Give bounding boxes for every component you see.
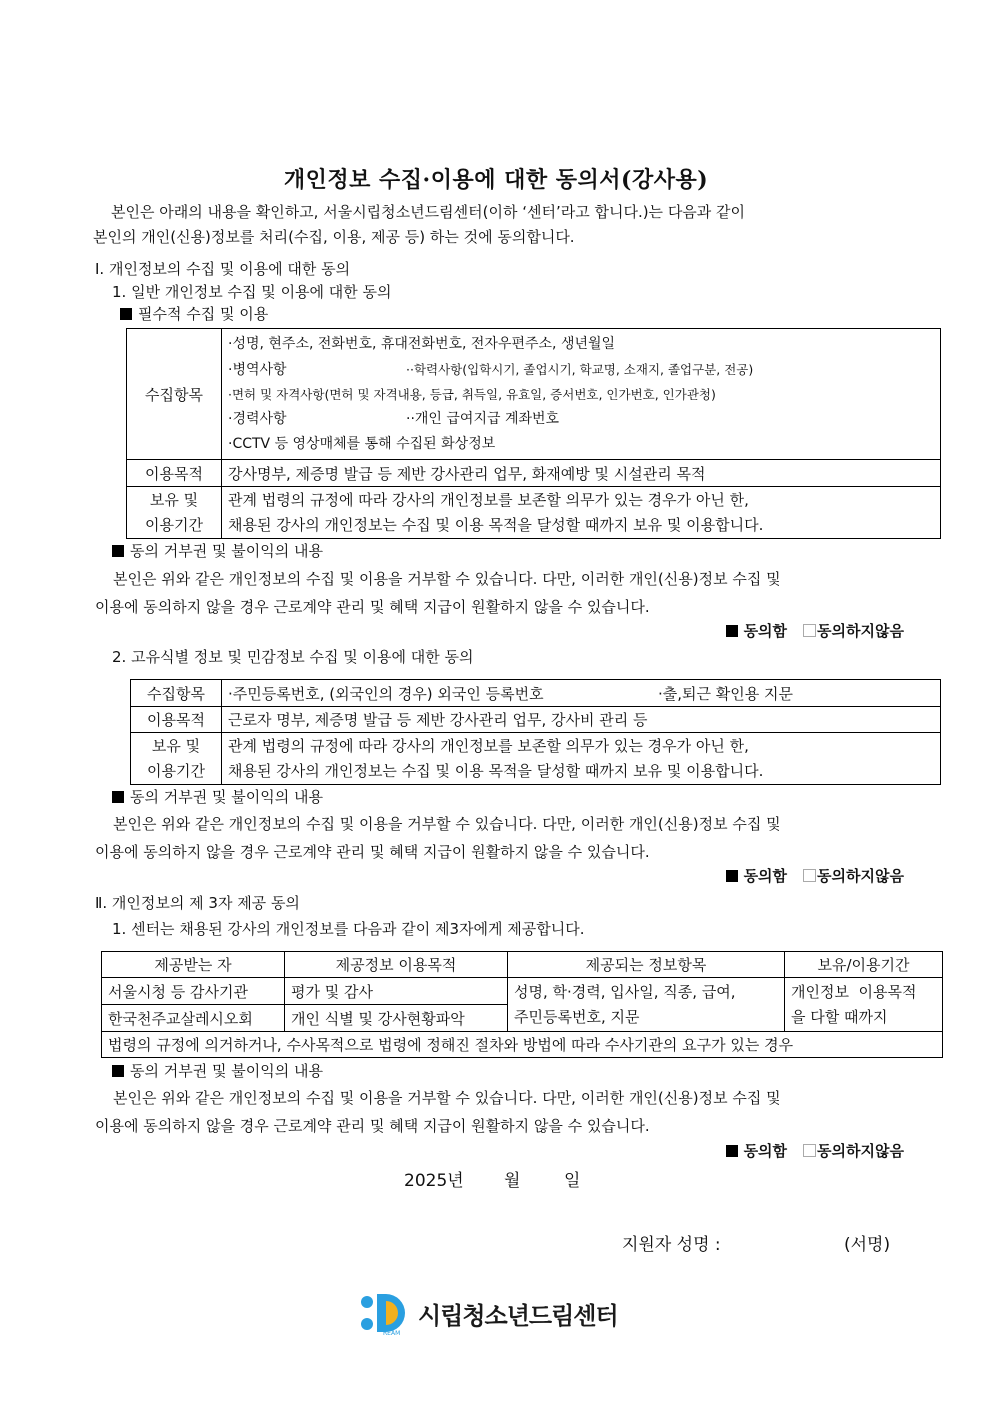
general-info-table (126, 328, 941, 539)
item-text: ·출,퇴근 확인용 지문 (658, 684, 793, 703)
refusal-line-1: 본인은 위와 같은 개인정보의 수집 및 이용을 거부할 수 있습니다. 다만, 이러한 개인(신용)정보 수집 및 (113, 1089, 781, 1107)
document-title: 개인정보 수집·이용에 대한 동의서(강사용) (283, 167, 709, 193)
refusal-line-1: 본인은 위와 같은 개인정보의 수집 및 이용을 거부할 수 있습니다. 다만, 이러한 개인(신용)정보 수집 및 (113, 570, 781, 588)
logo-text: 시립청소년드림센터 (418, 1302, 618, 1330)
refusal-text-2 (95, 810, 781, 866)
items-label: 수집항목 (131, 680, 222, 707)
header-period: 보유/이용기간 (785, 952, 943, 978)
consent-group-1 (726, 620, 904, 641)
table-row (102, 978, 943, 1005)
consent-group-3 (726, 1140, 904, 1161)
intro-line-2: 본인의 개인(신용)정보를 처리(수집, 이용, 제공 등) 하는 것에 동의합니다. (93, 228, 575, 246)
third-party-table (101, 951, 943, 1058)
retention-label-1: 보유 및 (149, 490, 199, 509)
legal-exception-cell: 법령의 규정에 의거하거나, 수사목적으로 법령에 정해진 절차와 방법에 따라 수사기관의 요구가 있는 경우 (102, 1032, 943, 1058)
date-line (404, 1166, 580, 1191)
retention-label-2: 이용기간 (145, 515, 203, 534)
item-text: ··개인 급여지급 계좌번호 (406, 410, 560, 427)
refusal-line-2: 이용에 동의하지 않을 경우 근로계약 관리 및 혜택 지급이 원활하지 않을 수 있습니다. (95, 843, 650, 861)
retention-line-2: 채용된 강사의 개인정보는 수집 및 이용 목적을 달성할 때까지 보유 및 이용합니다. (228, 761, 764, 780)
section-1-heading: Ⅰ. 개인정보의 수집 및 이용에 대한 동의 (95, 260, 351, 278)
refusal-text-1 (95, 565, 781, 621)
disagree-label[interactable]: 동의하지않음 (817, 867, 904, 885)
item-line: ·면허 및 자격사항(면허 및 자격내용, 등급, 취득일, 유효일, 증서번호, 인가번호, 인가관청) (228, 386, 716, 402)
agree-label[interactable]: 동의함 (743, 622, 788, 640)
retention-cell (222, 487, 941, 539)
items-cell (508, 978, 785, 1032)
dream-center-logo (360, 1292, 640, 1336)
disagree-checkbox[interactable] (803, 869, 816, 882)
intro-line-1: 본인은 아래의 내용을 확인하고, 서울시립청소년드림센터(이하 ‘센터’라고 합니다.)는 다음과 같이 (111, 203, 746, 221)
square-bullet-icon (112, 545, 124, 557)
period-line-1: 개인정보 이용목적 (791, 982, 917, 1001)
dream-logo-icon (360, 1292, 412, 1336)
item-text: ·주민등록번호, (외국인의 경우) 외국인 등록번호 (228, 684, 544, 703)
refusal-line-2: 이용에 동의하지 않을 경우 근로계약 관리 및 혜택 지급이 원활하지 않을 수 있습니다. (95, 1117, 650, 1135)
disagree-label[interactable]: 동의하지않음 (817, 622, 904, 640)
retention-label-1: 보유 및 (151, 736, 201, 755)
retention-label-2: 이용기간 (147, 761, 205, 780)
header-purpose: 제공정보 이용목적 (285, 952, 508, 978)
recipient-cell: 한국천주교살레시오회 (102, 1005, 285, 1032)
period-cell (785, 978, 943, 1032)
purpose-label: 이용목적 (127, 460, 222, 487)
section-2-1-heading: 1. 센터는 채용된 강사의 개인정보를 다음과 같이 제3자에게 제공합니다. (112, 920, 585, 938)
agree-checkbox[interactable] (726, 625, 738, 637)
square-bullet-icon (112, 791, 124, 803)
item-text: ··학력사항(입학시기, 졸업시기, 학교명, 소재지, 졸업구분, 전공) (406, 361, 754, 377)
item-line: ·성명, 현주소, 전화번호, 휴대전화번호, 전자우편주소, 생년월일 (228, 335, 616, 352)
purpose-cell: 개인 식별 및 강사현황파악 (285, 1005, 508, 1032)
agree-checkbox[interactable] (726, 1145, 738, 1157)
section-1-2-heading: 2. 고유식별 정보 및 민감정보 수집 및 이용에 대한 동의 (112, 648, 474, 666)
applicant-name-label: 지원자 성명 : (622, 1235, 721, 1255)
item-line (228, 357, 934, 382)
refusal-heading-label: 동의 거부권 및 불이익의 내용 (130, 542, 323, 560)
intro-paragraph (93, 200, 745, 250)
retention-line-1: 관계 법령의 규정에 따라 강사의 개인정보를 보존할 의무가 있는 경우가 아닌 한, (228, 736, 749, 755)
header-items: 제공되는 정보항목 (508, 952, 785, 978)
items-cell (222, 680, 941, 707)
refusal-heading-1 (112, 539, 323, 564)
retention-cell (222, 733, 941, 785)
signature-field[interactable]: (서명) (844, 1235, 891, 1255)
date-day[interactable]: 일 (564, 1171, 581, 1191)
svg-text:REAM: REAM (383, 1330, 401, 1336)
purpose-label: 이용목적 (131, 707, 222, 733)
item-line: ·CCTV 등 영상매체를 통해 수집된 화상정보 (228, 435, 496, 452)
retention-label (131, 733, 222, 785)
refusal-heading-label: 동의 거부권 및 불이익의 내용 (130, 788, 323, 806)
refusal-text-3 (95, 1084, 781, 1140)
purpose-cell: 강사명부, 제증명 발급 등 제반 강사관리 업무, 화재예방 및 시설관리 목적 (222, 460, 941, 487)
square-bullet-icon (120, 308, 132, 320)
item-text: ·경력사항 (228, 410, 287, 427)
refusal-heading-label: 동의 거부권 및 불이익의 내용 (130, 1062, 323, 1080)
date-month[interactable]: 월 (504, 1171, 521, 1191)
refusal-heading-3 (112, 1059, 323, 1084)
section-1-1-heading: 1. 일반 개인정보 수집 및 이용에 대한 동의 (112, 283, 392, 301)
disagree-checkbox[interactable] (803, 624, 816, 637)
refusal-line-2: 이용에 동의하지 않을 경우 근로계약 관리 및 혜택 지급이 원활하지 않을 수 있습니다. (95, 598, 650, 616)
item-line (228, 407, 934, 432)
section-2-heading: Ⅱ. 개인정보의 제 3자 제공 동의 (95, 894, 300, 912)
items-cell (222, 329, 941, 460)
agree-checkbox[interactable] (726, 870, 738, 882)
header-recipient: 제공받는 자 (102, 952, 285, 978)
unique-id-table (130, 679, 941, 785)
refusal-heading-2 (112, 785, 323, 810)
signature-line (622, 1230, 890, 1255)
refusal-line-1: 본인은 위와 같은 개인정보의 수집 및 이용을 거부할 수 있습니다. 다만, 이러한 개인(신용)정보 수집 및 (113, 815, 781, 833)
disagree-checkbox[interactable] (803, 1144, 816, 1157)
agree-label[interactable]: 동의함 (743, 867, 788, 885)
required-collection-bullet (120, 302, 268, 327)
bullet-label: 필수적 수집 및 이용 (138, 305, 269, 323)
recipient-cell: 서울시청 등 감사기관 (102, 978, 285, 1005)
item-text: ·병역사항 (228, 361, 287, 378)
date-year[interactable]: 2025년 (404, 1171, 464, 1191)
items-line-1: 성명, 학·경력, 입사일, 직종, 급여, (514, 982, 736, 1001)
purpose-cell: 근로자 명부, 제증명 발급 등 제반 강사관리 업무, 강사비 관리 등 (222, 707, 941, 733)
retention-line-1: 관계 법령의 규정에 따라 강사의 개인정보를 보존할 의무가 있는 경우가 아닌 한, (228, 490, 749, 509)
consent-group-2 (726, 865, 904, 886)
disagree-label[interactable]: 동의하지않음 (817, 1142, 904, 1160)
agree-label[interactable]: 동의함 (743, 1142, 788, 1160)
purpose-cell: 평가 및 감사 (285, 978, 508, 1005)
retention-label (127, 487, 222, 539)
period-line-2: 을 다할 때까지 (791, 1007, 888, 1026)
retention-line-2: 채용된 강사의 개인정보는 수집 및 이용 목적을 달성할 때까지 보유 및 이용합니다. (228, 515, 764, 534)
square-bullet-icon (112, 1065, 124, 1077)
items-line-2: 주민등록번호, 지문 (514, 1007, 640, 1026)
items-label: 수집항목 (127, 329, 222, 460)
